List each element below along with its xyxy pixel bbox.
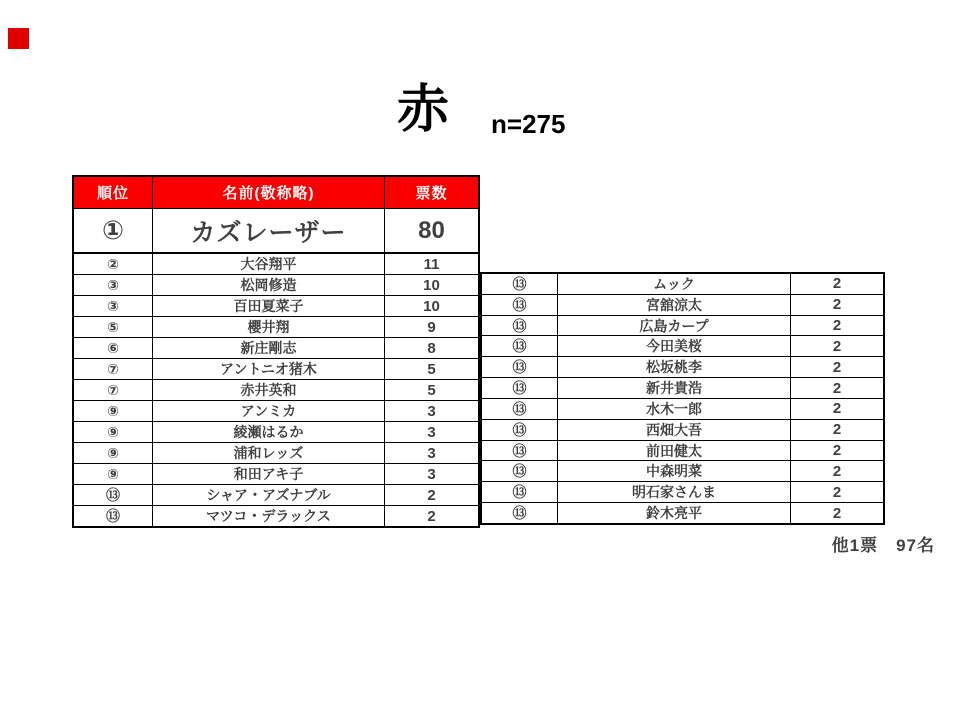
- votes-cell: 2: [832, 317, 842, 335]
- votes-cell: 2: [832, 337, 842, 355]
- votes-cell: 5: [427, 360, 436, 378]
- name-cell: 新庄剛志: [153, 338, 385, 358]
- rank-cell: ⑬: [482, 461, 558, 481]
- votes-cell: 8: [427, 339, 436, 357]
- rank-cell: ⑦: [74, 359, 153, 379]
- name-cell: カズレーザー: [153, 209, 385, 252]
- table-row: [74, 506, 478, 526]
- table-row: [74, 401, 478, 422]
- table-row: [482, 336, 883, 357]
- table-row: [482, 503, 883, 523]
- name-cell: 百田夏菜子: [153, 296, 385, 316]
- name-cell: 大谷翔平: [153, 254, 385, 274]
- name-cell: 広島カープ: [558, 316, 791, 336]
- rank-cell: ⑬: [482, 336, 558, 356]
- table-row: [74, 338, 478, 359]
- table-row: [74, 359, 478, 380]
- votes-cell: 2: [832, 483, 842, 501]
- rank-cell: ⑬: [482, 482, 558, 502]
- rank-cell: ⑨: [74, 401, 153, 421]
- rank-cell: ⑤: [74, 317, 153, 337]
- rank-cell: ⑨: [74, 443, 153, 463]
- rank-cell: ⑥: [74, 338, 153, 358]
- rank-cell: ⑬: [74, 506, 153, 526]
- rank-cell: ⑬: [482, 503, 558, 523]
- rank-cell: ⑬: [482, 399, 558, 419]
- table-row: [74, 443, 478, 464]
- table-row: [482, 420, 883, 441]
- rank-cell: ⑬: [482, 441, 558, 461]
- name-cell: 宮舘涼太: [558, 295, 791, 315]
- table-row: [74, 464, 478, 485]
- rank-cell: ⑨: [74, 464, 153, 484]
- votes-cell: 2: [832, 504, 842, 522]
- table-header-row: [74, 177, 478, 209]
- name-cell: 水木一郎: [558, 399, 791, 419]
- votes-cell: 2: [832, 462, 842, 480]
- name-cell: 西畑大吾: [558, 420, 791, 440]
- rank-cell: ⑬: [482, 316, 558, 336]
- rank-cell: ⑬: [482, 274, 558, 294]
- table-row: [482, 399, 883, 420]
- votes-cell: 5: [427, 381, 436, 399]
- table-row: [74, 209, 478, 254]
- votes-cell: 2: [832, 400, 842, 418]
- rank-cell: ⑬: [482, 295, 558, 315]
- votes-cell: 2: [832, 296, 842, 314]
- votes-cell: 80: [418, 216, 445, 244]
- page-title: 赤: [397, 81, 450, 139]
- header-cell-name: 名前(敬称略): [153, 177, 385, 208]
- rank-cell: ③: [74, 275, 153, 295]
- table-row: [482, 295, 883, 316]
- votes-cell: 2: [427, 507, 436, 525]
- table-row: [482, 357, 883, 378]
- rank-cell: ⑨: [74, 422, 153, 442]
- votes-cell: 10: [423, 297, 440, 315]
- table-row: [74, 485, 478, 506]
- votes-cell: 2: [832, 442, 842, 460]
- table-row: [482, 482, 883, 503]
- votes-cell: 3: [427, 423, 436, 441]
- table-row: [74, 422, 478, 443]
- name-cell: 前田健太: [558, 441, 791, 461]
- name-cell: アンミカ: [153, 401, 385, 421]
- name-cell: 今田美桜: [558, 336, 791, 356]
- rank-cell: ⑬: [482, 420, 558, 440]
- sample-size-label: n=275: [491, 109, 566, 139]
- votes-cell: 2: [832, 421, 842, 439]
- name-cell: ムック: [558, 274, 791, 294]
- rank-cell: ⑬: [482, 357, 558, 377]
- votes-cell: 2: [832, 358, 842, 376]
- rank-cell: ⑬: [482, 378, 558, 398]
- table-row: [482, 378, 883, 399]
- name-cell: マツコ・デラックス: [153, 506, 385, 526]
- name-cell: 松岡修造: [153, 275, 385, 295]
- name-cell: シャア・アズナブル: [153, 485, 385, 505]
- name-cell: 鈴木亮平: [558, 503, 791, 523]
- name-cell: 松坂桃李: [558, 357, 791, 377]
- name-cell: 中森明菜: [558, 461, 791, 481]
- name-cell: 明石家さんま: [558, 482, 791, 502]
- name-cell: アントニオ猪木: [153, 359, 385, 379]
- header-cell-votes: 票数: [415, 185, 448, 202]
- votes-cell: 9: [427, 318, 436, 336]
- table-row: [74, 317, 478, 338]
- rank-cell: ⑦: [74, 380, 153, 400]
- rank-cell: ③: [74, 296, 153, 316]
- votes-cell: 10: [423, 276, 440, 294]
- table-row: [74, 254, 478, 275]
- ranking-table-left: [72, 175, 480, 528]
- name-cell: 櫻井翔: [153, 317, 385, 337]
- name-cell: 新井貴浩: [558, 378, 791, 398]
- table-row: [74, 296, 478, 317]
- corner-accent-square: [8, 28, 29, 49]
- name-cell: 綾瀬はるか: [153, 422, 385, 442]
- votes-cell: 2: [427, 486, 436, 504]
- votes-cell: 3: [427, 465, 436, 483]
- votes-cell: 3: [427, 444, 436, 462]
- footer-note: 他1票 97名: [831, 536, 935, 555]
- votes-cell: 2: [832, 275, 842, 293]
- ranking-table-right: [480, 272, 885, 525]
- table-row: [74, 380, 478, 401]
- table-row: [482, 461, 883, 482]
- header-cell-rank: 順位: [74, 177, 153, 208]
- table-row: [482, 316, 883, 337]
- table-row: [482, 441, 883, 462]
- name-cell: 赤井英和: [153, 380, 385, 400]
- name-cell: 浦和レッズ: [153, 443, 385, 463]
- votes-cell: 11: [423, 255, 440, 273]
- table-row: [74, 275, 478, 296]
- rank-cell: ⑬: [74, 485, 153, 505]
- rank-cell: ②: [74, 254, 153, 274]
- rank-cell: ①: [74, 209, 153, 252]
- votes-cell: 3: [427, 402, 436, 420]
- name-cell: 和田アキ子: [153, 464, 385, 484]
- table-row: [482, 274, 883, 295]
- votes-cell: 2: [832, 379, 842, 397]
